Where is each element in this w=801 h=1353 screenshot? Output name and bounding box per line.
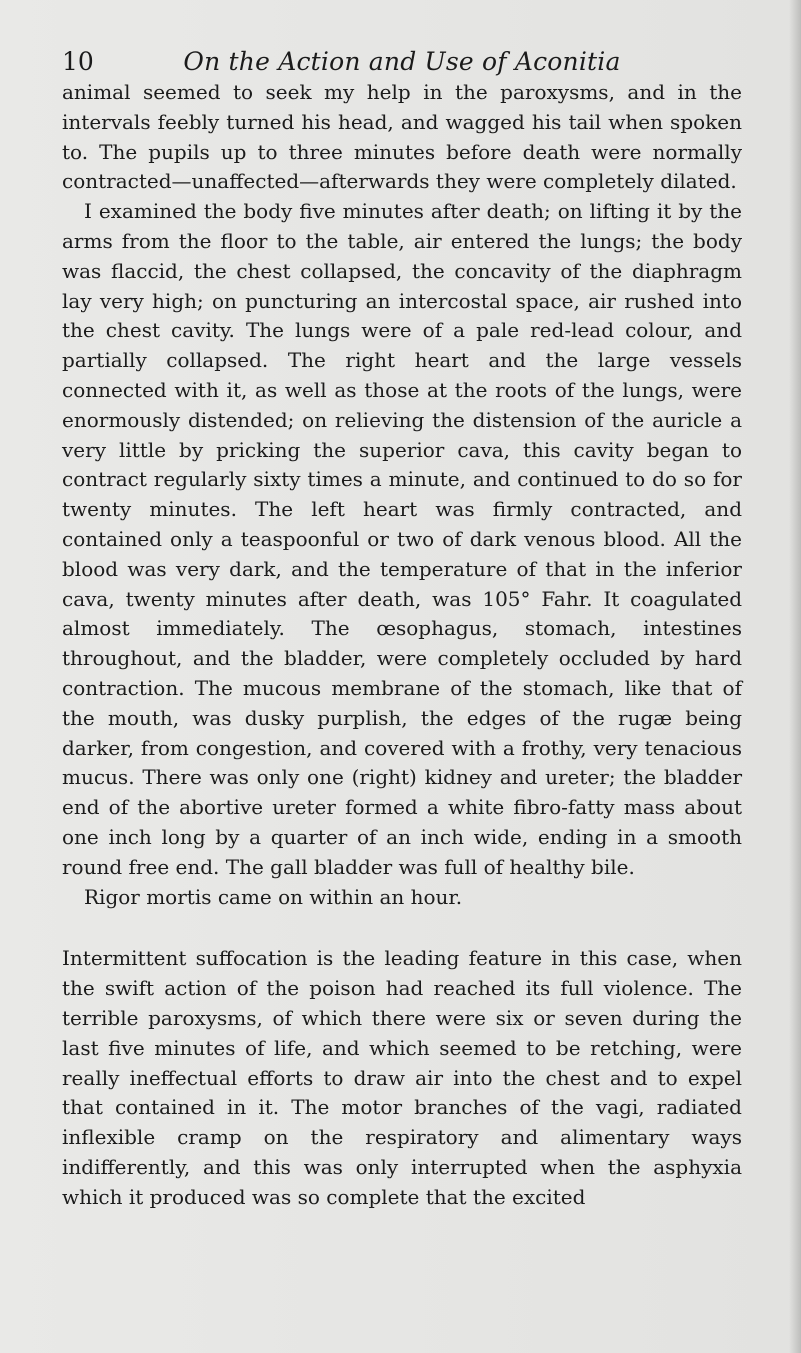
page-number: 10 [62, 47, 94, 76]
page-header [62, 44, 742, 80]
running-title: On the Action and Use of Aconitia [183, 47, 621, 76]
paragraph-continuation: animal seemed to seek my help in the paroxysms, and in the intervals feebly turned his head, and wagged his tail when spoken to. The pupils up to three minutes before death were normally contracted—unaffected—afterwards they were completely dilated. [62, 80, 742, 194]
paragraph-discussion: Intermittent suffocation is the leading feature in this case, when the swift action of the poison had reached its full violence. The terrible paroxysms, of which there were six or seven during the last five minutes of life, and which seemed to be retching, were really ineffectual efforts to draw air into the chest and to expel that contained in it. The motor branches of the vagi, radiated inflexible cramp on the respiratory and alimentary ways indifferently, and this was only interrupted when the asphyxia which it produced was so complete that the excited [62, 946, 742, 1209]
paragraph-rigor-mortis: Rigor mortis came on within an hour. [84, 884, 463, 909]
paragraph-autopsy: I examined the body five minutes after death; on lifting it by the arms from the floor to the table, air entered the lungs; the body was flaccid, the chest collapsed, the concavity of the diaphragm lay very high; on puncturing an intercostal space, air rushed into the chest cavity. The lungs were of a pale red-lead colour, and partially collapsed. The right heart and the large vessels connected with it, as well as those at the roots of the lungs, were enormously distended; on relieving the distension of the auricle a very little by pricking the superior cava, this cavity began to contract regularly sixty times a minute, and continued to do so for twenty minutes. The left heart was firmly contracted, and contained only a teaspoonful or two of dark venous blood. All the blood was very dark, and the temperature of that in the inferior cava, twenty minutes after death, was 105° Fahr. It coagulated almost immediately. The œsophagus, stomach, intestines throughout, and the bladder, were completely occluded by hard contraction. The mucous membrane of the stomach, like that of the mouth, was dusky purplish, the edges of the rugæ being darker, from congestion, and covered with a frothy, very tenacious mucus. There was only one (right) kidney and ureter; the bladder end of the abortive ureter formed a white fibro-fatty mass about one inch long by a quarter of an inch wide, ending in a smooth round free end. The gall bladder was full of healthy bile. [62, 199, 742, 879]
page-edge-shadow [789, 0, 801, 1353]
body-text [62, 78, 742, 1212]
